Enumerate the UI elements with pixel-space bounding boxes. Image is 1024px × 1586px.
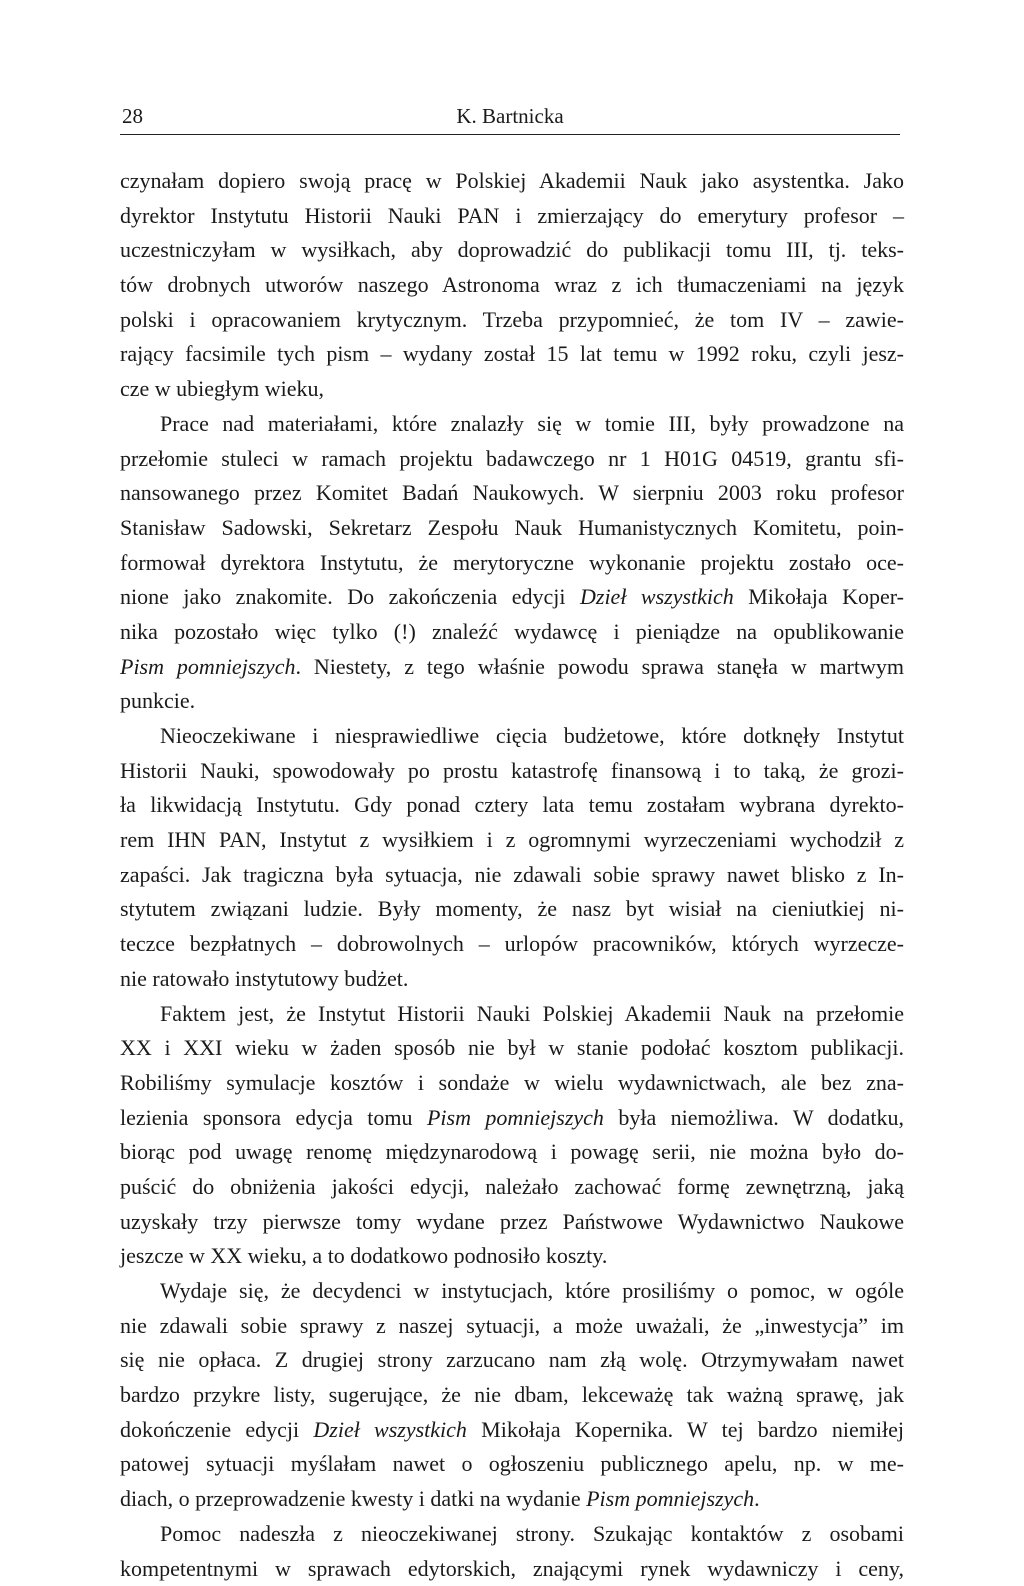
text-segment: nie zdawali sobie sprawy z naszej sytuacji, a może uważali, że „inwestycja” im: [120, 1313, 904, 1338]
text-segment: polski i opracowaniem krytycznym. Trzeba przypomnieć, że tom IV – zawie-: [120, 307, 904, 332]
text-line: [120, 1101, 904, 1136]
text-line: [120, 1274, 904, 1309]
text-segment: bardzo przykre listy, sugerujące, że nie dbam, lekceważę tak ważną sprawę, jak: [120, 1382, 904, 1407]
text-line: [120, 1482, 904, 1517]
text-segment: kompetentnymi w sprawach edytorskich, znającymi rynek wydawniczy i ceny,: [120, 1556, 904, 1581]
text-segment: XX i XXI wieku w żaden sposób nie był w stanie podołać kosztom publikacji.: [120, 1035, 904, 1060]
text-segment: stytutem związani ludzie. Były momenty, że nasz byt wisiał na cieniutkiej ni-: [120, 896, 904, 921]
text-line: [120, 892, 904, 927]
text-line: [120, 1343, 904, 1378]
text-line: [120, 407, 904, 442]
text-line: [120, 1135, 904, 1170]
text-segment: Mikołaja Koper-: [734, 584, 904, 609]
italic-title: Pism pomniejszych: [427, 1105, 604, 1130]
text-segment: .: [754, 1486, 760, 1511]
text-segment: Wydaje się, że decydenci w instytucjach, które prosiliśmy o pomoc, w ogóle: [160, 1278, 904, 1303]
text-line: [120, 684, 904, 719]
text-line: [120, 962, 904, 997]
italic-title: Pism pomniejszych: [120, 654, 295, 679]
text-segment: . Niestety, z tego właśnie powodu sprawa stanęła w martwym: [295, 654, 904, 679]
text-line: [120, 337, 904, 372]
text-line: [120, 1205, 904, 1240]
text-segment: rem IHN PAN, Instytut z wysiłkiem i z ogromnymi wyrzeczeniami wychodził z: [120, 827, 904, 852]
italic-title: Pism pomniejszych: [586, 1486, 754, 1511]
text-line: [120, 1066, 904, 1101]
text-segment: Stanisław Sadowski, Sekretarz Zespołu Nauk Humanistycznych Komitetu, poin-: [120, 515, 904, 540]
text-segment: czynałam dopiero swoją pracę w Polskiej Akademii Nauk jako asystentka. Jako: [120, 168, 904, 193]
text-line: [120, 199, 904, 234]
text-segment: Historii Nauki, spowodowały po prostu katastrofę finansową i to taką, że grozi-: [120, 758, 904, 783]
text-segment: dyrektor Instytutu Historii Nauki PAN i zmierzający do emerytury profesor –: [120, 203, 904, 228]
text-line: [120, 1309, 904, 1344]
text-segment: diach, o przeprowadzenie kwesty i datki na wydanie: [120, 1486, 586, 1511]
text-segment: przełomie stuleci w ramach projektu badawczego nr 1 H01G 04519, grantu sfi-: [120, 446, 904, 471]
italic-title: Dzieł wszystkich: [313, 1417, 467, 1442]
text-segment: teczce bezpłatnych – dobrowolnych – urlopów pracowników, których wyrzecze-: [120, 931, 904, 956]
text-line: [120, 788, 904, 823]
text-segment: ła likwidacją Instytutu. Gdy ponad cztery lata temu zostałam wybrana dyrekto-: [120, 792, 904, 817]
text-line: [120, 927, 904, 962]
text-segment: nika pozostało więc tylko (!) znaleźć wydawcę i pieniądze na opublikowanie: [120, 619, 904, 644]
text-segment: jeszcze w XX wieku, a to dodatkowo podnosiło koszty.: [120, 1243, 607, 1268]
text-segment: nansowanego przez Komitet Badań Naukowych. W sierpniu 2003 roku profesor: [120, 480, 904, 505]
paragraph: [120, 407, 904, 719]
text-line: [120, 303, 904, 338]
text-line: [120, 1517, 904, 1552]
text-line: [120, 372, 904, 407]
running-head-author: K. Bartnicka: [120, 104, 900, 129]
text-segment: nie ratowało instytutowy budżet.: [120, 966, 408, 991]
text-line: [120, 754, 904, 789]
text-line: [120, 823, 904, 858]
text-segment: patowej sytuacji myślałam nawet o ogłoszeniu publicznego apelu, np. w me-: [120, 1451, 904, 1476]
text-segment: Nieoczekiwane i niesprawiedliwe cięcia budżetowe, które dotknęły Instytut: [160, 723, 904, 748]
text-line: [120, 719, 904, 754]
text-line: [120, 546, 904, 581]
paragraph: [120, 719, 904, 997]
text-segment: biorąc pod uwagę renomę międzynarodową i powagę serii, nie można było do-: [120, 1139, 904, 1164]
text-line: [120, 580, 904, 615]
text-line: [120, 1239, 904, 1274]
text-segment: uczestniczyłam w wysiłkach, aby doprowadzić do publikacji tomu III, tj. teks-: [120, 237, 904, 262]
running-header: [120, 100, 900, 135]
text-line: [120, 1031, 904, 1066]
paragraph: [120, 164, 904, 407]
text-line: [120, 1378, 904, 1413]
text-segment: cze w ubiegłym wieku,: [120, 376, 324, 401]
text-line: [120, 997, 904, 1032]
text-segment: puścić do obniżenia jakości edycji, należało zachować formę zewnętrzną, jaką: [120, 1174, 904, 1199]
text-segment: lezienia sponsora edycja tomu: [120, 1105, 427, 1130]
text-segment: zapaści. Jak tragiczna była sytuacja, nie zdawali sobie sprawy nawet blisko z In-: [120, 862, 904, 887]
text-segment: formował dyrektora Instytutu, że merytoryczne wykonanie projektu zostało oce-: [120, 550, 904, 575]
text-segment: Robiliśmy symulacje kosztów i sondaże w wielu wydawnictwach, ale bez zna-: [120, 1070, 904, 1095]
text-segment: rający facsimile tych pism – wydany został 15 lat temu w 1992 roku, czyli jesz-: [120, 341, 904, 366]
text-segment: Prace nad materiałami, które znalazły się w tomie III, były prowadzone na: [160, 411, 904, 436]
text-segment: Mikołaja Kopernika. W tej bardzo niemiłej: [467, 1417, 904, 1442]
text-line: [120, 1413, 904, 1448]
text-line: [120, 1552, 904, 1586]
text-line: [120, 615, 904, 650]
text-segment: nione jako znakomite. Do zakończenia edycji: [120, 584, 580, 609]
text-line: [120, 858, 904, 893]
text-line: [120, 1447, 904, 1482]
text-segment: dokończenie edycji: [120, 1417, 313, 1442]
text-line: [120, 164, 904, 199]
text-segment: uzyskały trzy pierwsze tomy wydane przez Państwowe Wydawnictwo Naukowe: [120, 1209, 904, 1234]
text-line: [120, 442, 904, 477]
page-number: 28: [122, 104, 143, 129]
italic-title: Dzieł wszystkich: [580, 584, 734, 609]
paragraph: [120, 1274, 904, 1517]
text-segment: była niemożliwa. W dodatku,: [604, 1105, 904, 1130]
text-line: [120, 1170, 904, 1205]
text-line: [120, 233, 904, 268]
text-segment: Pomoc nadeszła z nieoczekiwanej strony. Szukając kontaktów z osobami: [160, 1521, 904, 1546]
text-segment: się nie opłaca. Z drugiej strony zarzucano nam złą wolę. Otrzymywałam nawet: [120, 1347, 904, 1372]
body-text: [120, 164, 904, 1586]
paragraph: [120, 997, 904, 1275]
text-line: [120, 476, 904, 511]
paragraph: [120, 1517, 904, 1586]
text-segment: Faktem jest, że Instytut Historii Nauki Polskiej Akademii Nauk na przełomie: [160, 1001, 904, 1026]
text-segment: tów drobnych utworów naszego Astronoma wraz z ich tłumaczeniami na język: [120, 272, 904, 297]
text-line: [120, 511, 904, 546]
text-segment: punkcie.: [120, 688, 195, 713]
text-line: [120, 268, 904, 303]
text-line: [120, 650, 904, 685]
